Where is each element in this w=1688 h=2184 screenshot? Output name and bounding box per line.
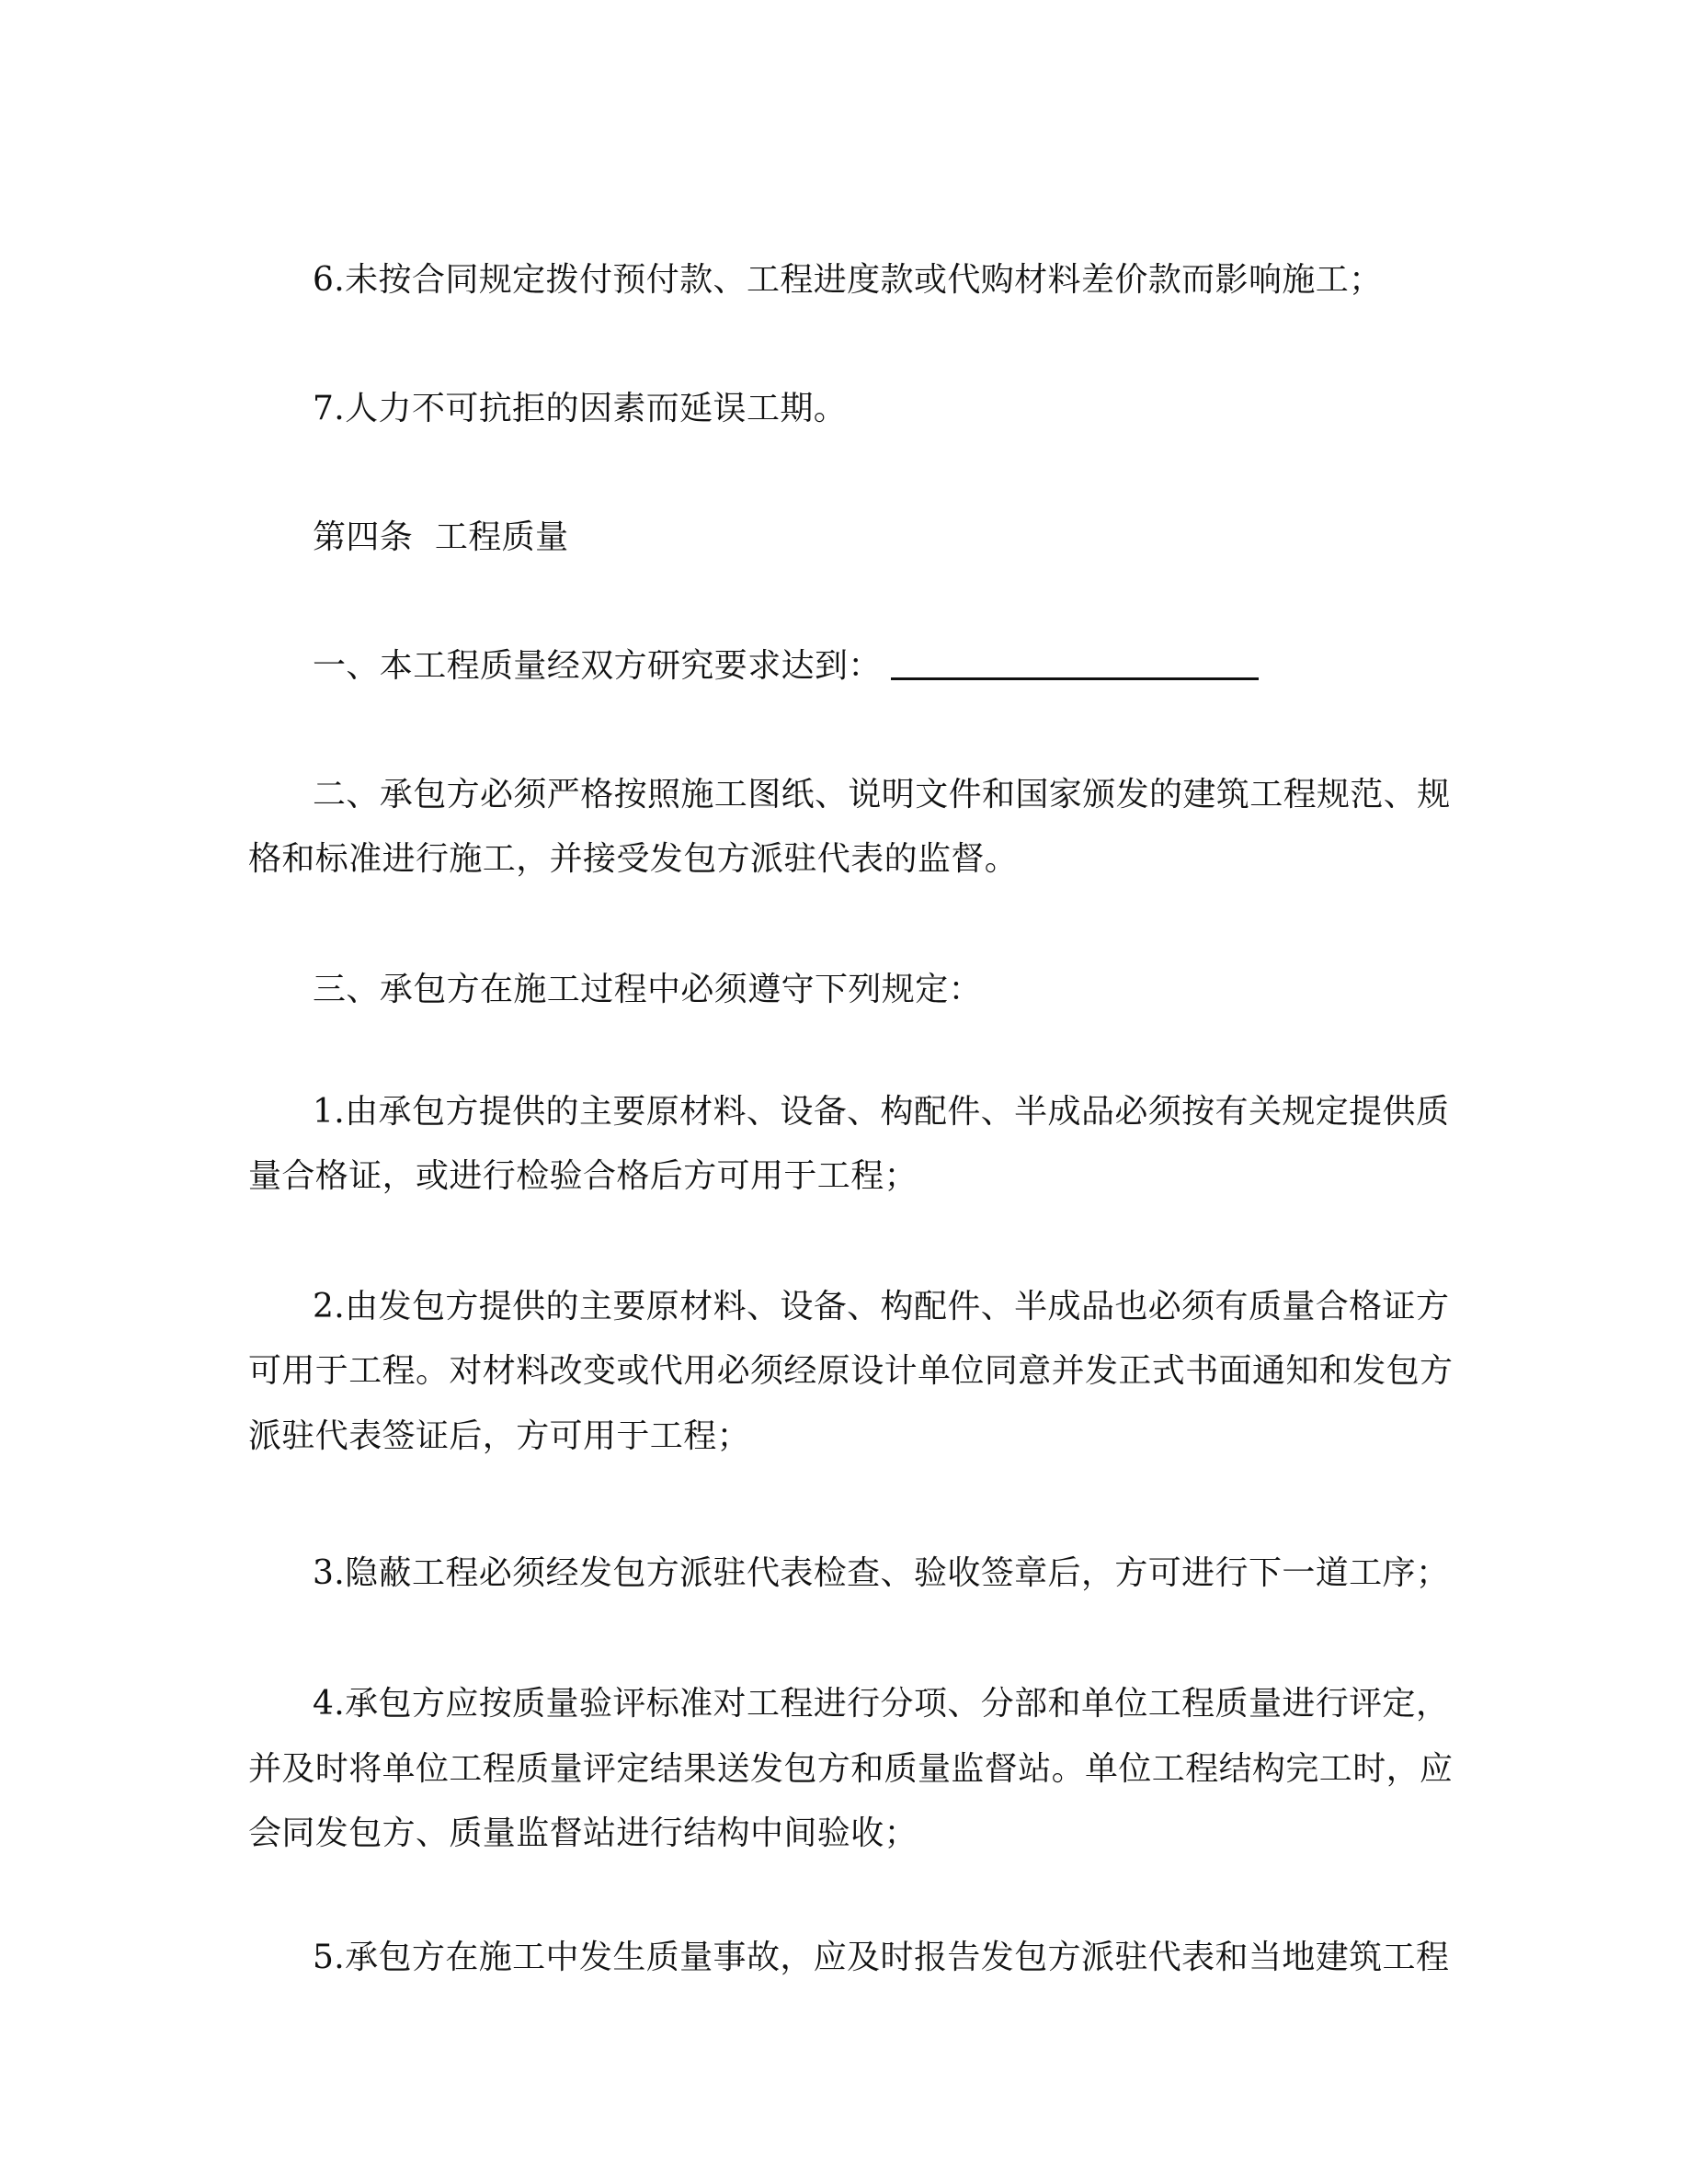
rule-4-line-2: 并及时将单位工程质量评定结果送发包方和质量监督站。单位工程结构完工时，应 [248,1750,1454,1788]
rule-5-line-1: 5.承包方在施工中发生质量事故，应及时报告发包方派驻代表和当地建筑工程 [313,1939,1450,1976]
rule-1-line-1: 1.由承包方提供的主要原材料、设备、构配件、半成品必须按有关规定提供质 [313,1093,1450,1131]
rule-2-line-3: 派驻代表签证后，方可用于工程； [248,1417,751,1455]
rule-3: 3.隐蔽工程必须经发包方派驻代表检查、验收签章后，方可进行下一道工序； [313,1554,1450,1592]
rule-2-line-1: 2.由发包方提供的主要原材料、设备、构配件、半成品也必须有质量合格证方 [313,1288,1450,1325]
rule-1-line-2: 量合格证，或进行检验合格后方可用于工程； [248,1157,918,1195]
delay-item-7: 7.人力不可抗拒的因素而延误工期。 [313,390,848,427]
rule-2-line-2: 可用于工程。对材料改变或代用必须经原设计单位同意并发正式书面通知和发包方 [248,1352,1454,1390]
section-heading: 第四条 工程质量 [313,518,569,556]
clause-2-line-1: 二、承包方必须严格按照施工图纸、说明文件和国家颁发的建筑工程规范、规 [313,776,1451,813]
quality-standard-blank[interactable] [891,650,1259,680]
clause-3: 三、承包方在施工过程中必须遵守下列规定： [313,971,983,1008]
clause-2-line-2: 格和标准进行施工，并接受发包方派驻代表的监督。 [248,840,1019,878]
clause-1 [313,646,1259,687]
clause-1-text: 一、本工程质量经双方研究要求达到： [313,647,882,685]
delay-item-6: 6.未按合同规定拨付预付款、工程进度款或代购材料差价款而影响施工； [313,261,1383,299]
rule-4-line-1: 4.承包方应按质量验评标准对工程进行分项、分部和单位工程质量进行评定， [313,1685,1450,1723]
rule-4-line-3: 会同发包方、质量监督站进行结构中间验收； [248,1814,918,1852]
